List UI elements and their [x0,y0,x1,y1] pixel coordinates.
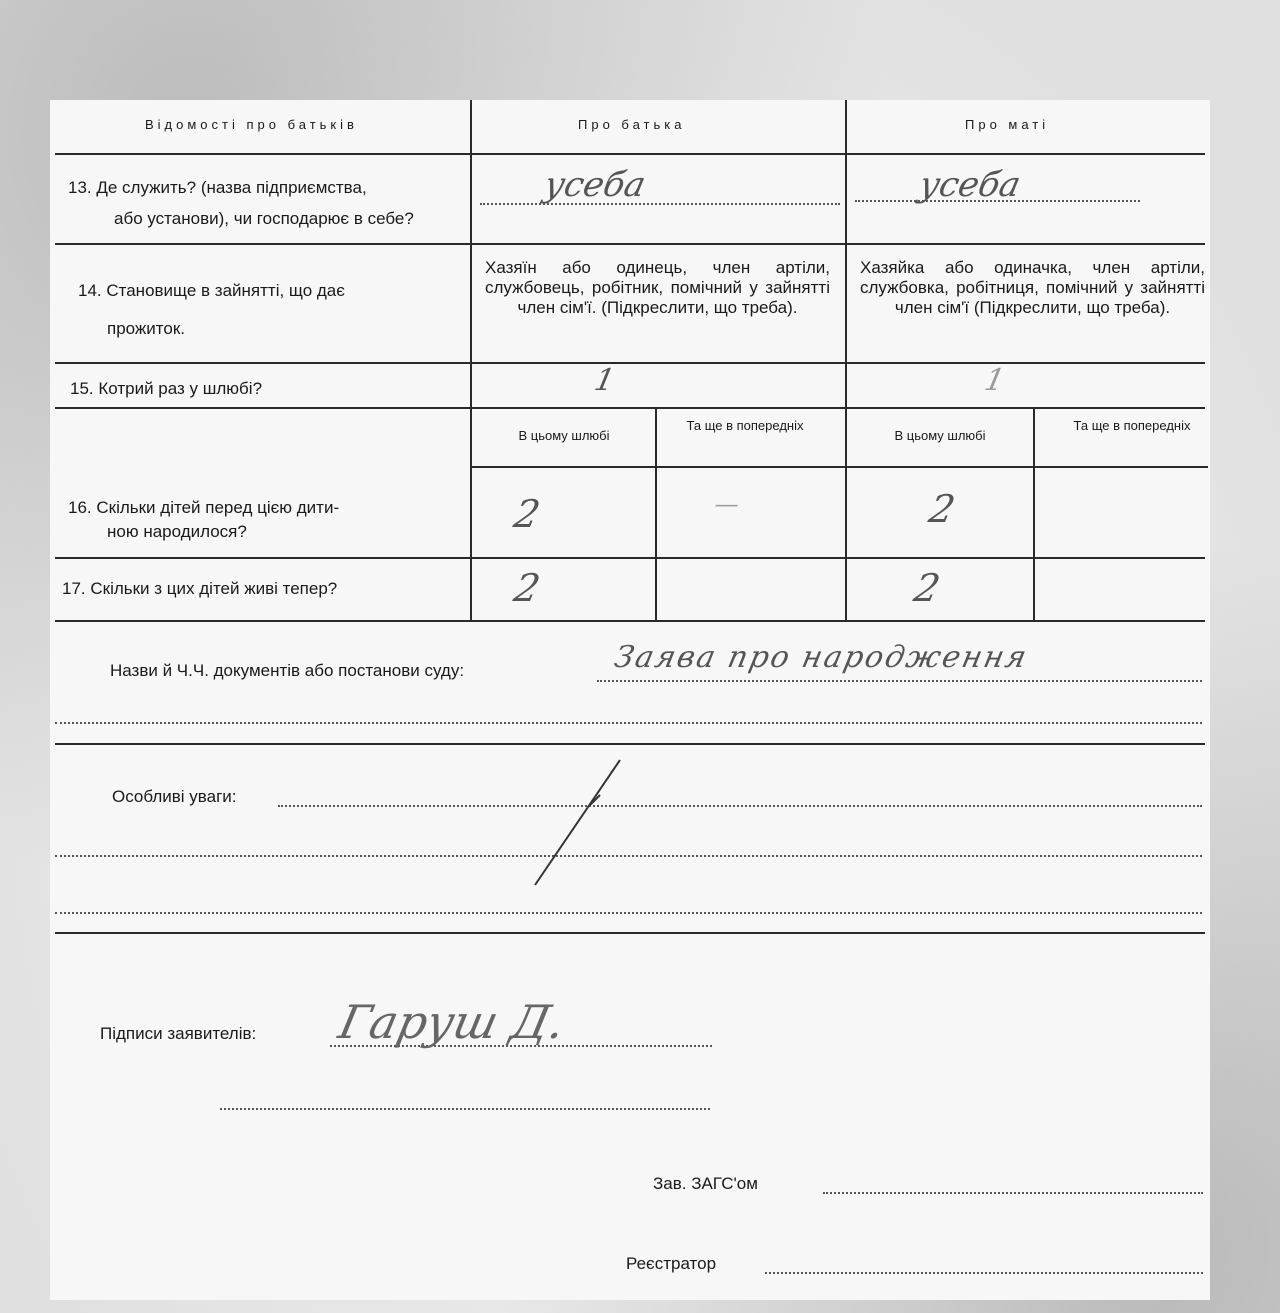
documents-line-1 [597,680,1202,682]
q13-label-line2: або установи), чи господарює в себе? [114,209,414,228]
rule-after-documents [55,743,1205,745]
remarks-strike-mark [520,755,630,895]
registrar-label: Реєстратор [626,1254,717,1273]
documents-line-2 [55,722,1202,724]
q17-label: 17. Скільки з цих дітей живі тепер? [62,579,338,598]
signatures-line-2 [220,1108,710,1110]
q13-label-line1: 13. Де служить? (назва підприємства, [68,178,367,197]
head-signature-line [823,1192,1203,1194]
documents-answer: Заява про народження [611,640,1032,675]
q13-mother-answer: усеба [915,165,1025,205]
header-parents-info: Відомості про батьків [145,117,358,132]
subheader-father-this-marriage: В цьому шлюбі [518,428,610,443]
q16-label-line1: 16. Скільки дітей перед цією дити- [68,498,340,517]
q16-label-line2: ною народилося? [107,522,247,541]
q15-label: 15. Котрий раз у шлюбі? [70,379,263,398]
subheader-mother-this-marriage: В цьому шлюбі [894,428,986,443]
q14-label-line1: 14. Становище в зайнятті, що дає [78,281,345,300]
col-divider-1 [470,100,472,620]
q17-mother-this-answer: 2 [910,566,944,610]
signature-handwritten: Гаруш Д. [334,995,570,1049]
head-label: Зав. ЗАГС'ом [653,1174,758,1193]
q15-father-answer: 1 [591,363,618,398]
rule-after-remarks [55,932,1205,934]
q16-mother-this-answer: 2 [925,487,959,531]
subheader-father-previous: Та ще в попередніх [686,418,804,433]
subheader-mother-previous: Та ще в попередніх [1073,418,1191,433]
col-divider-2 [845,100,847,620]
rule-after-header [55,153,1205,155]
header-father: Про батька [578,117,686,132]
col-divider-mother [1033,407,1035,620]
rule-after-subheaders [470,466,1208,468]
q14-father-options: Хазяїн або одинець, член артіли, службовець, робітник, помічний у зайнятті член сім'ї. (Підкреслити, що треба). [485,258,830,317]
q16-father-this-answer: 2 [510,492,544,536]
rule-after-q14 [55,362,1205,364]
remarks-line-3 [55,912,1202,914]
remarks-label: Особливі уваги: [112,787,237,806]
q13-father-line [480,203,840,205]
documents-label: Назви й Ч.Ч. документів або постанови суду: [110,661,465,680]
q16-father-prev-answer: — [712,490,742,518]
q15-mother-answer: 1 [981,363,1008,398]
q14-label-line2: прожиток. [107,319,186,338]
col-divider-father [655,407,657,620]
rule-after-q13 [55,243,1205,245]
signatures-label: Підписи заявителів: [100,1024,257,1043]
header-mother: Про маті [965,117,1050,132]
registrar-signature-line [765,1272,1203,1274]
remarks-line-1 [278,805,1202,807]
q13-father-answer: усеба [540,165,650,205]
rule-after-q17 [55,620,1205,622]
q17-father-this-answer: 2 [510,566,544,610]
q14-mother-options: Хазяйка або одиначка, член артіли, службовка, робітниця, помічний у зайнятті член сім'ї (Підкреслити, що треба). [860,258,1205,317]
